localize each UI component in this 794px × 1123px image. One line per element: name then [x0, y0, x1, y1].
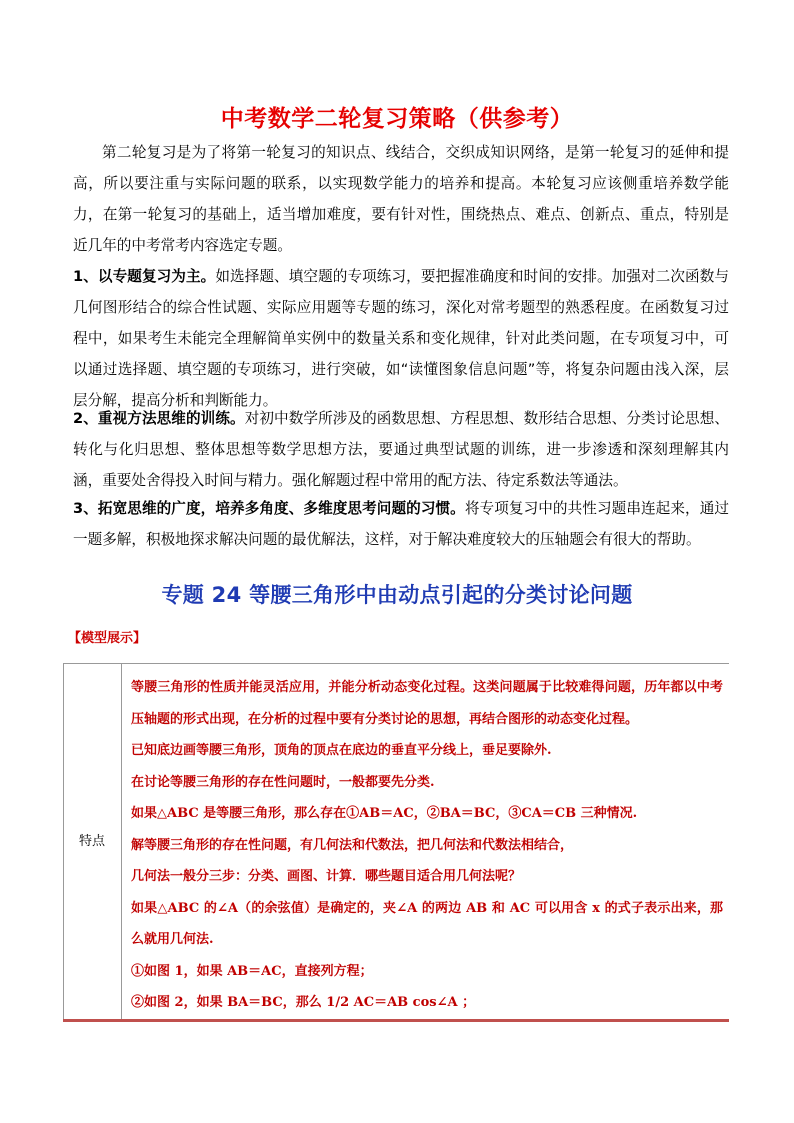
- section-1-text: 如选择题、填空题的专项练习，要把握准确度和时间的安排。加强对二次函数与几何图形结合的综合性试题、实际应用题等专题的练习，深化对常考题型的熟悉程度。在函数复习过程中，如果考生未能完全理解简单实例中的数量关系和变化规律，针对此类问题，在专项复习中，可以通过选择题、填空题的专项练习，进行突破，如“读懂图象信息问题”等，将复杂问题由浅入深，层层分解，提高分析和判断能力。: [73, 268, 729, 409]
- feature-line: 如果△ABC 是等腰三角形，那么存在①AB＝AC，②BA＝BC，③CA＝CB 三种情况.: [131, 806, 638, 821]
- table-column-divider: [121, 664, 122, 1020]
- main-title: 中考数学二轮复习策略（供参考）: [220, 106, 574, 132]
- section-2-heading: 2、重视方法思维的训练。: [73, 410, 245, 427]
- feature-line: 等腰三角形的性质并能灵活应用，并能分析动态变化过程。这类问题属于比较难得问题，历年都以中考压轴题的形式出现，在分析的过程中要有分类讨论的思想，再结合图形的动态变化过程。: [131, 680, 723, 727]
- topic-title: 专题 24 等腰三角形中由动点引起的分类讨论问题: [161, 583, 633, 607]
- section-2-text: 对初中数学所涉及的函数思想、方程思想、数形结合思想、分类讨论思想、转化与化归思想、整体思想等数学思想方法，要通过典型试题的训练，进一步渗透和深刻理解其内涵，重要处舍得投入时间与精力。强化解题过程中常用的配方法、待定系数法等通法。: [73, 410, 729, 489]
- feature-line: ②如图 2，如果 BA＝BC，那么 1/2 AC＝AB cos∠A ；: [131, 995, 476, 1010]
- feature-label: 特点: [78, 834, 105, 849]
- feature-line: 如果△ABC 的∠A（的余弦值）是确定的，夹∠A 的两边 AB 和 AC 可以用含 x 的式子表示出来，那么就用几何法.: [131, 900, 723, 947]
- section-2: [73, 403, 729, 496]
- feature-line: 几何法一般分三步：分类、画图、计算．哪些题目适合用几何法呢？: [131, 869, 522, 884]
- feature-line: 解等腰三角形的存在性问题，有几何法和代数法，把几何法和代数法相结合，: [131, 837, 574, 853]
- feature-line: 已知底边画等腰三角形，顶角的顶点在底边的垂直平分线上，垂足要除外.: [131, 743, 552, 758]
- section-3-text: 将专项复习中的共性习题串连起来，通过一题多解，积极地探求解决问题的最优解法，这样，对于解决难度较大的压轴题会有很大的帮助。: [73, 500, 729, 548]
- intro-paragraph: 第二轮复习是为了将第一轮复习的知识点、线结合，交织成知识网络，是第一轮复习的延伸和提高，所以要注重与实际问题的联系，以实现数学能力的培养和提高。本轮复习应该侧重培养数学能力，在第一轮复习的基础上，适当增加难度，要有针对性，围绕热点、难点、创新点、重点，特别是近几年的中考常考内容选定专题。: [73, 144, 729, 254]
- feature-line: ①如图 1，如果 AB＝AC，直接列方程；: [131, 963, 373, 979]
- section-1: [73, 261, 729, 416]
- feature-line: 在讨论等腰三角形的存在性问题时，一般都要先分类.: [131, 774, 435, 790]
- model-display-label: 【模型展示】: [68, 631, 147, 646]
- section-3: [73, 493, 729, 555]
- section-3-heading: 3、拓宽思维的广度，培养多角度、多维度思考问题的习惯。: [73, 500, 465, 517]
- section-1-heading: 1、以专题复习为主。: [73, 268, 216, 285]
- feature-table: [63, 663, 729, 1020]
- feature-content: [131, 672, 723, 1019]
- table-bottom-border: [63, 1019, 729, 1022]
